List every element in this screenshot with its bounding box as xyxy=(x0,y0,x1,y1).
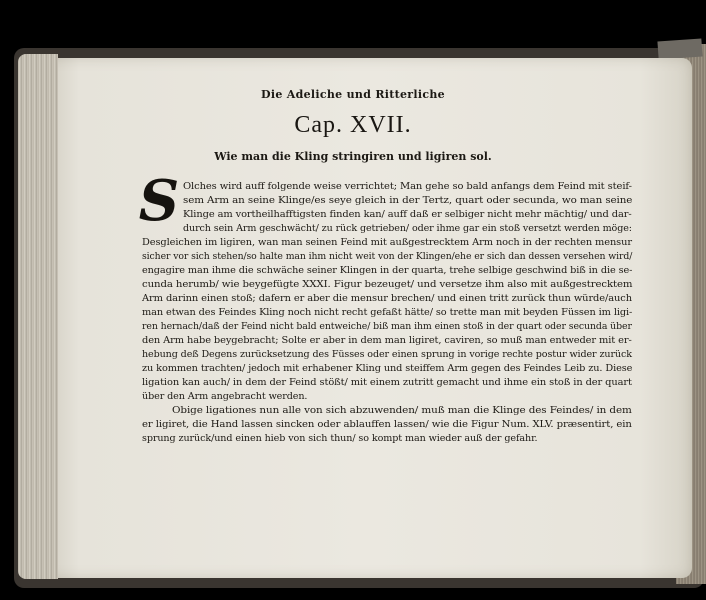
body-line-12: den Arm habe beygebracht; Solte er aber in dem man ligiret, caviren, so muß man entweder mit er- xyxy=(142,335,632,346)
chapter-title: Cap. XVII. xyxy=(294,112,412,138)
drop-cap: S xyxy=(138,168,180,234)
body-line-17: Obige ligationes nun alle von sich abzuwenden/ muß man die Klinge des Feindes/ in dem xyxy=(172,405,632,416)
running-head: Die Adeliche und Ritterliche xyxy=(261,88,445,101)
body-line-16: über den Arm angebracht werden. xyxy=(142,391,308,402)
body-line-15: ligation kan auch/ in dem der Feind stößt/ mit einem zutritt gemacht und ihme ein stoß in der quart xyxy=(142,377,632,388)
body-line-1: Olches wird auff folgende weise verrichtet; Man gehe so bald anfangs dem Feind mit steif- xyxy=(183,181,632,192)
bookmark-ribbon xyxy=(657,38,702,59)
body-line-5: Desgleichen im ligiren, wan man seinen Feind mit außgestrecktem Arm noch in der rechten mensur xyxy=(142,237,632,248)
body-line-10: man etwan des Feindes Kling noch nicht recht gefaßt hätte/ so trette man mit beyden Füssen im ligi- xyxy=(142,307,633,318)
chapter-subtitle: Wie man die Kling stringiren und ligiren sol. xyxy=(214,150,492,163)
body-line-2: sem Arm an seine Klinge/es seye gleich in der Tertz, quart oder secunda, wo man seine xyxy=(183,195,633,206)
body-line-14: zu kommen trachten/ jedoch mit erhabener Kling und steiffem Arm gegen des Feindes Leib zu. Diese xyxy=(142,363,633,374)
body-line-3: Klinge am vortheilhafftigsten finden kan/ auff daß er selbiger nicht mehr mächtig/ und dar- xyxy=(183,209,632,220)
body-line-4: durch sein Arm geschwächt/ zu rück getrieben/ oder ihme gar ein stoß versetzt werden möge: xyxy=(183,223,632,234)
body-line-19: sprung zurück/und einen hieb von sich thun/ so kompt man wieder auß der gefahr. xyxy=(142,433,538,444)
body-line-6: sicher vor sich stehen/so halte man ihm nicht weit von der Klingen/ehe er sich dan dessen versehen wird/ xyxy=(142,251,633,262)
body-line-11: ren hernach/daß der Feind nicht bald entweiche/ biß man ihm einen stoß in der quart oder secunda über xyxy=(142,321,632,332)
body-line-9: Arm darinn einen stoß; dafern er aber die mensur brechen/ und einen tritt zurück thun würde/auch xyxy=(142,293,632,304)
body-line-13: hebung deß Degens zurücksetzung des Füsses oder einen sprung in vorige rechte postur wider zurück xyxy=(142,349,632,360)
body-line-7: engagire man ihme die schwäche seiner Klingen in der quarta, trehe selbige geschwind biß in die se- xyxy=(142,265,633,276)
body-line-18: er ligiret, die Hand lassen sincken oder ablauffen lassen/ wie die Figur Num. XLV. præsentirt, ein xyxy=(142,419,632,430)
body-line-8: cunda herumb/ wie beygefügte XXXI. Figur bezeuget/ und versetze ihm also mit außgestrecktem xyxy=(142,279,633,290)
